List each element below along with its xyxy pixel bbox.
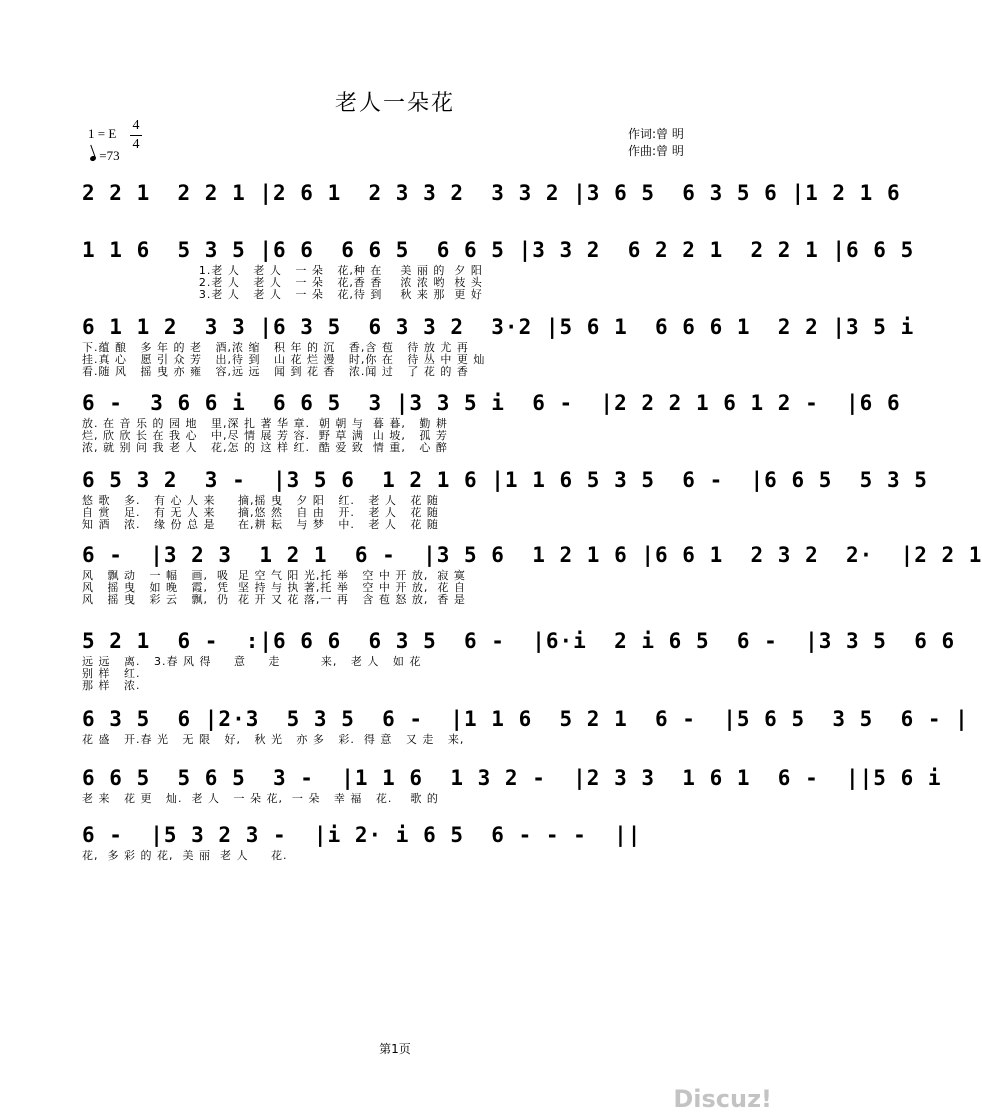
- lyric-line: 烂, 欣 欣 长 在 我 心 中,尽 情 展 芳 容. 野 草 满 山 坡, 孤 芳: [82, 429, 448, 442]
- note-line: 6 - |3 2 3 1 2 1 6 - |3 5 6 1 2 1 6 |6 6 1 2 3 2 2· |2 2 1: [82, 543, 982, 567]
- lyric-line: 下.蕴 酿 多 年 的 老 酒,浓 缩 积 年 的 沉 香,含 苞 待 放 尤 再: [82, 341, 469, 354]
- lyric-line: 知 酒 浓. 缘 份 总 是 在,耕 耘 与 梦 中. 老 人 花 随: [82, 518, 439, 531]
- page-number: 第1页: [379, 1042, 411, 1056]
- time-signature: [130, 119, 142, 152]
- note-line: 6 - 3 6 6 i 6 6 5 3 |3 3 5 i 6 - |2 2 2 1 6 1 2 - |6 6: [82, 391, 901, 415]
- note-line: 6 5 3 2 3 - |3 5 6 1 2 1 6 |1 1 6 5 3 5 6 - |6 6 5 5 3 5: [82, 468, 928, 492]
- score-system: [82, 540, 982, 606]
- note-line: 2 2 1 2 2 1 |2 6 1 2 3 3 2 3 3 2 |3 6 5 6 3 5 6 |1 2 1 6: [82, 181, 901, 205]
- score-system: [82, 626, 956, 692]
- note-line: 6 3 5 6 |2·3 5 3 5 6 - |1 1 6 5 2 1 6 - |5 6 5 3 5 6 - |: [82, 707, 969, 731]
- lyric-line: 2.老 人 老 人 一 朵 花,香 香 浓 浓 哟 枝 头: [82, 276, 483, 289]
- score-system: [82, 312, 915, 378]
- score-system: [82, 763, 942, 805]
- note-line: 1 1 6 5 3 5 |6 6 6 6 5 6 6 5 |3 3 2 6 2 2 1 2 2 1 |6 6 5: [82, 238, 915, 262]
- lyric-line: 自 赏 足. 有 无 人 来 摘,悠 然 自 由 开. 老 人 花 随: [82, 506, 439, 519]
- key-signature: 1 = E: [88, 126, 117, 141]
- lyricist: 作词:曾 明: [628, 127, 684, 141]
- time-signature-bar: [130, 135, 142, 136]
- score-system: [82, 820, 722, 862]
- time-signature-bottom: 4: [132, 137, 140, 152]
- lyric-line: 风 摇 曳 彩 云 飘, 仍 花 开 又 花 落,一 再 含 苞 怒 放, 香 是: [82, 593, 466, 606]
- score-system: [82, 178, 901, 208]
- score-system: [82, 704, 969, 746]
- credits: [628, 126, 684, 160]
- lyric-line: 别 样 红.: [82, 667, 141, 680]
- lyric-line: 风 飘 动 一 幅 画, 吸 足 空 气 阳 光,托 举 空 中 开 放, 寂 寞: [82, 569, 466, 582]
- lyric-line: 1.老 人 老 人 一 朵 花,种 在 美 丽 的 夕 阳: [82, 264, 483, 277]
- lyric-line: 老 来 花 更 灿. 老 人 一 朵 花, 一 朵 幸 福 花. 歌 的: [82, 792, 439, 805]
- lyric-line: 挂.真 心 愿 引 众 芳 出,待 到 山 花 烂 漫 时,你 在 待 丛 中 更 灿: [82, 353, 486, 366]
- lyric-line: 那 样 浓.: [82, 679, 141, 692]
- tempo-value: =73: [99, 148, 120, 163]
- time-signature-top: 4: [132, 118, 140, 133]
- score-system: [82, 388, 901, 454]
- score-system: [82, 465, 928, 531]
- lyric-line: 放. 在 音 乐 的 园 地 里,深 扎 著 华 章. 朝 朝 与 暮 暮, 勤 耕: [82, 417, 448, 430]
- lyric-line: 3.老 人 老 人 一 朵 花,待 到 秋 来 那 更 好: [82, 288, 483, 301]
- note-line: 6 - |5 3 2 3 - |i 2· i 6 5 6 - - - ||: [82, 823, 642, 847]
- note-line: 6 6 5 5 6 5 3 - |1 1 6 1 3 2 - |2 3 3 1 6 1 6 - ||5 6 i: [82, 766, 942, 790]
- lyric-line: 花, 多 彩 的 花, 美 丽 老 人 花.: [82, 849, 288, 862]
- quarter-note-icon: [89, 155, 96, 162]
- score-system: [82, 235, 915, 301]
- tempo-marking: [90, 148, 120, 164]
- note-line: 6 1 1 2 3 3 |6 3 5 6 3 3 2 3·2 |5 6 1 6 6 6 1 2 2 |3 5 i: [82, 315, 915, 339]
- page-title: 老人一朵花: [334, 91, 455, 116]
- lyric-line: 悠 歌 多. 有 心 人 来 摘,摇 曳 夕 阳 红. 老 人 花 随: [82, 494, 439, 507]
- lyric-line: 远 远 离. 3.春 风 得 意 走 来, 老 人 如 花: [82, 655, 422, 668]
- lyric-line: 花 盛 开.春 光 无 限 好, 秋 光 亦 多 彩. 得 意 又 走 来,: [82, 733, 465, 746]
- lyric-line: 浓, 就 别 问 我 老 人 花,怎 的 这 样 红. 酷 爱 致 情 重, 心 醉: [82, 441, 448, 454]
- lyric-line: 风 摇 曳 如 晚 霞, 凭 坚 持 与 执 著,托 举 空 中 开 放, 花 自: [82, 581, 466, 594]
- composer: 作曲:曾 明: [628, 144, 684, 158]
- watermark-logo: Discuz!: [673, 1085, 772, 1113]
- note-line: 5 2 1 6 - :|6 6 6 6 3 5 6 - |6·i 2 i 6 5 6 - |3 3 5 6 6: [82, 629, 956, 653]
- lyric-line: 看.随 风 摇 曳 亦 雍 容,远 远 闻 到 花 香 浓.闻 过 了 花 的 香: [82, 365, 469, 378]
